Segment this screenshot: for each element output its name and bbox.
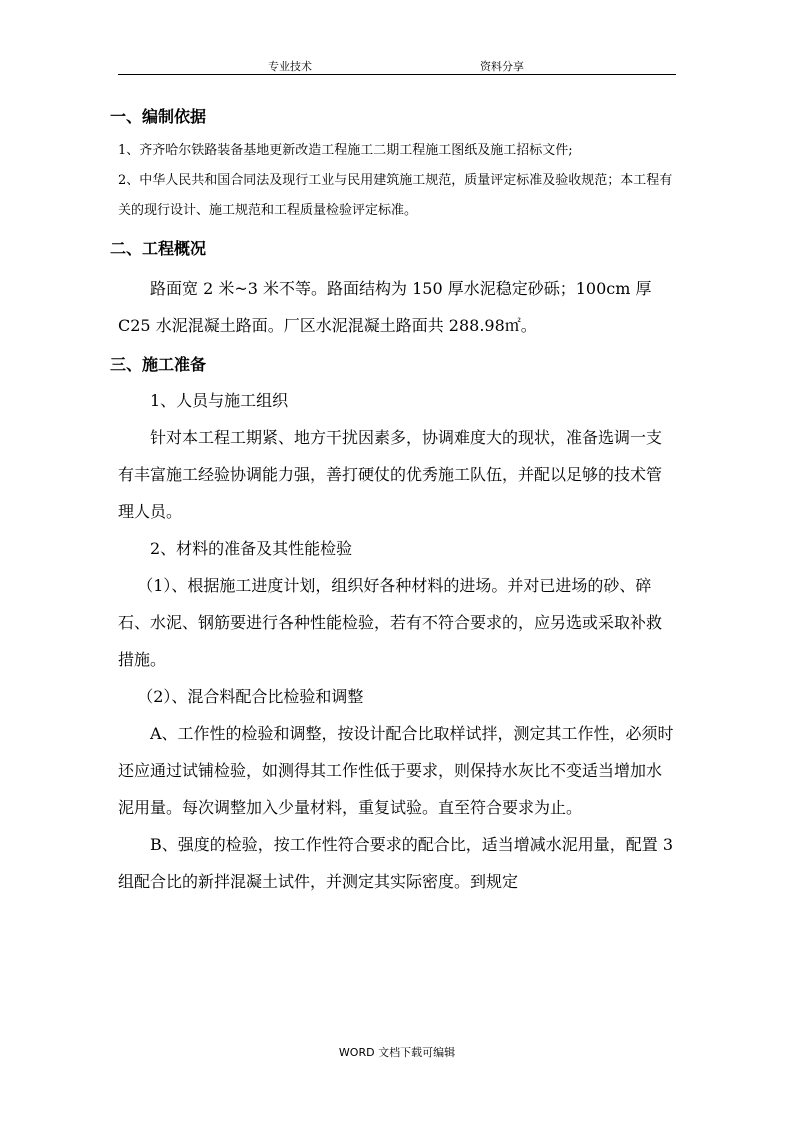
page-header: [118, 56, 676, 75]
subsection-staffing: 1、人员与施工组织: [150, 391, 289, 410]
section-title-overview: 二、工程概况: [110, 239, 207, 258]
header-left-text: 专业技术: [268, 60, 312, 73]
materials-item-2: （2）、混合料配合比检验和调整: [137, 687, 364, 706]
section-title-preparation: 三、施工准备: [110, 355, 207, 374]
paragraph-b: B、强度的检验，按工作性符合要求的配合比，适当增减水泥用量，配置 3 组配合比的新拌混凝土试件，并测定其实际密度。到规定: [118, 835, 674, 891]
subsection-materials: 2、材料的准备及其性能检验: [150, 539, 353, 558]
page-footer: WORD 文档下载可编辑: [338, 1046, 456, 1059]
paragraph-a: A、工作性的检验和调整，按设计配合比取样试拌，测定其工作性，必须时还应通过试铺检验，如测得其工作性低于要求，则保持水灰比不变适当增加水泥用量。每次调整加入少量材料，重复试验。直至符合要求为止。: [118, 724, 674, 817]
overview-paragraph: 路面宽 2 米~3 米不等。路面结构为 150 厚水泥稳定砂砾；100cm 厚 C25 水泥混凝土路面。厂区水泥混凝土路面共 288.98㎡。: [118, 279, 652, 335]
document-body: [110, 100, 674, 900]
staffing-paragraph: 针对本工程工期紧、地方干扰因素多，协调难度大的现状，准备选调一支有丰富施工经验协调能力强，善打硬仗的优秀施工队伍，并配以足够的技术管理人员。: [118, 428, 663, 521]
basis-item-2: 2、中华人民共和国合同法及现行工业与民用建筑施工规范，质量评定标准及验收规范；本工程有关的现行设计、施工规范和工程质量检验评定标准。: [118, 173, 673, 218]
section-title-basis: 一、编制依据: [110, 107, 207, 126]
header-right-text: 资料分享: [480, 60, 524, 73]
materials-item-1: （1）、根据施工进度计划，组织好各种材料的进场。并对已进场的砂、碎石、水泥、钢筋要进行各种性能检验，若有不符合要求的，应另选或采取补救措施。: [118, 576, 663, 669]
basis-item-1: 1、齐齐哈尔铁路装备基地更新改造工程施工二期工程施工图纸及施工招标文件;: [118, 143, 573, 158]
